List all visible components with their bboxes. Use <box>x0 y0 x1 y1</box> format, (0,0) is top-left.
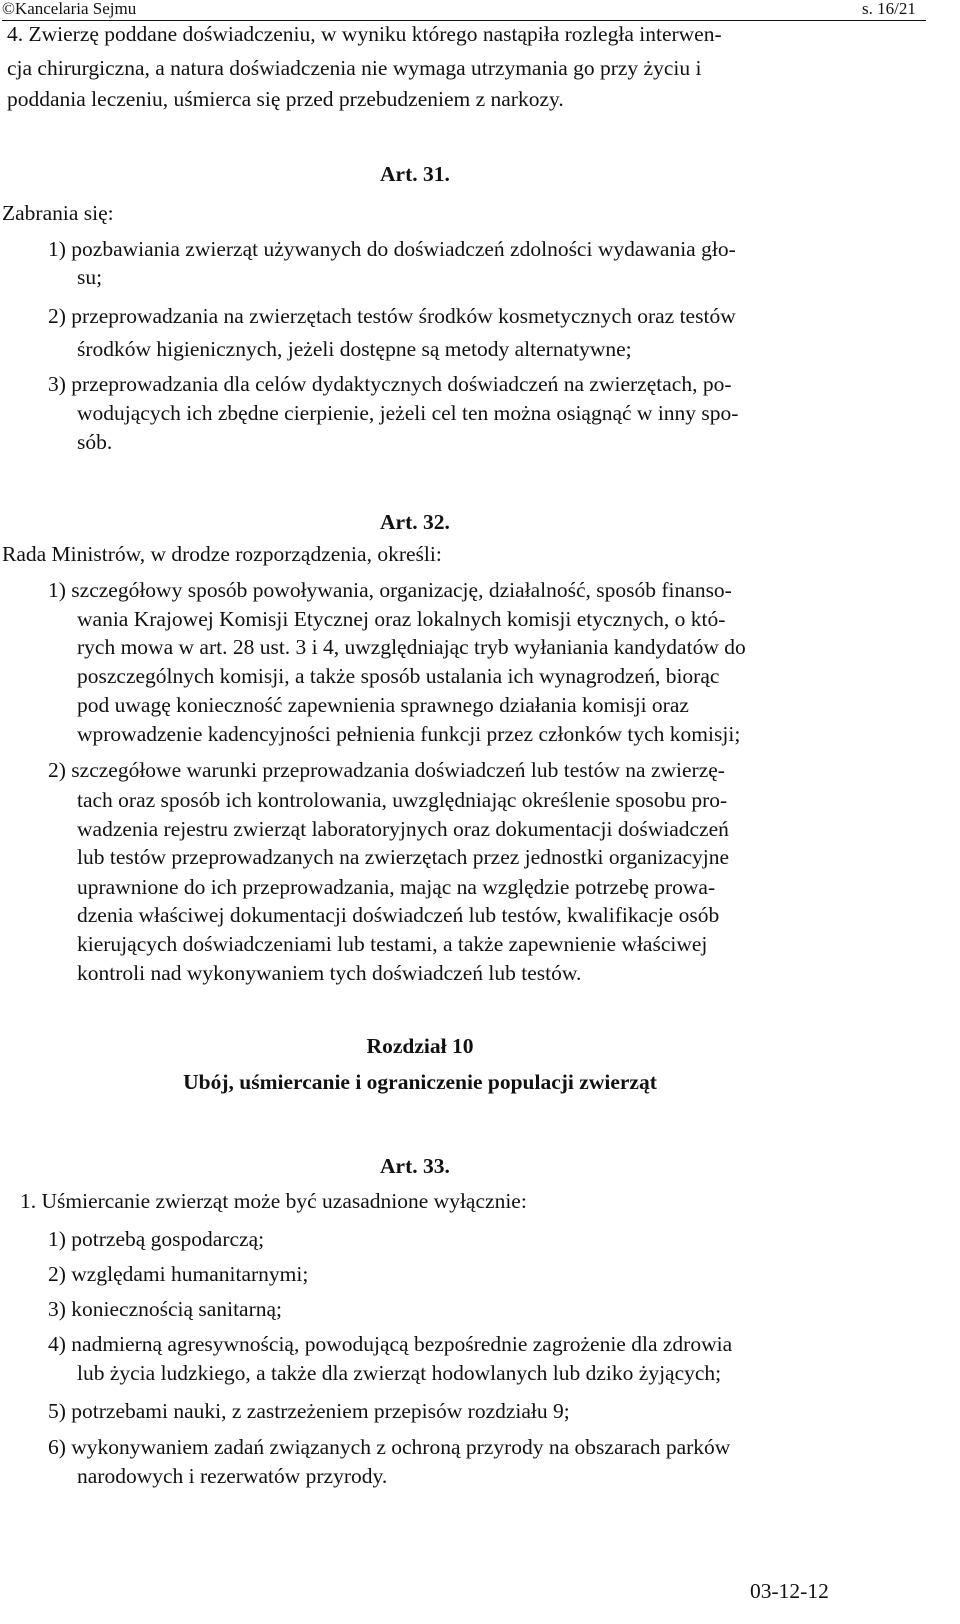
art33-item-2: 2) względami humanitarnymi; <box>48 1262 309 1286</box>
art32-item-1-line-6: wprowadzenie kadencyjności pełnienia funkcji przez członków tych komisji; <box>77 722 741 746</box>
art33-item-3: 3) koniecznością sanitarną; <box>48 1297 283 1321</box>
art31-item-3-line-1: 3) przeprowadzania dla celów dydaktycznych doświadczeń na zwierzętach, po- <box>48 372 732 396</box>
chapter-number: Rozdział 10 <box>366 1034 474 1058</box>
art32-item-1-line-5: pod uwagę konieczność zapewnienia sprawnego działania komisji oraz <box>77 693 689 717</box>
intro-line-2: cja chirurgiczna, a natura doświadczenia nie wymaga utrzymania go przy życiu i <box>7 56 702 80</box>
art32-item-2-line-1: 2) szczegółowe warunki przeprowadzania doświadczeń lub testów na zwierzę- <box>48 758 725 782</box>
art33-lead: 1. Uśmiercanie zwierząt może być uzasadnione wyłącznie: <box>20 1189 527 1213</box>
art32-item-2-line-5: uprawnione do ich przeprowadzania, mając na względzie potrzebę prowa- <box>77 875 716 899</box>
art32-heading: Art. 32. <box>380 510 450 534</box>
art32-item-1-line-2: wania Krajowej Komisji Etycznej oraz lokalnych komisji etycznych, o któ- <box>77 607 726 631</box>
art31-item-1-line-2: su; <box>77 265 103 289</box>
art31-item-2-line-2: środków higienicznych, jeżeli dostępne są metody alternatywne; <box>77 337 632 361</box>
art32-item-2-line-3: wadzenia rejestru zwierząt laboratoryjnych oraz dokumentacji doświadczeń <box>77 817 729 841</box>
art32-item-2-line-6: dzenia właściwej dokumentacji doświadczeń lub testów, kwalifikacje osób <box>77 903 720 927</box>
intro-line-1: 4. Zwierzę poddane doświadczeniu, w wyniku którego nastąpiła rozległa interwen- <box>7 22 722 46</box>
art31-item-1-line-1: 1) pozbawiania zwierząt używanych do doświadczeń zdolności wydawania gło- <box>48 237 736 261</box>
art33-item-4-line-2: lub życia ludzkiego, a także dla zwierząt hodowlanych lub dziko żyjących; <box>77 1361 722 1385</box>
intro-line-3: poddania leczeniu, uśmierca się przed przebudzeniem z narkozy. <box>7 87 564 111</box>
footer-date: 03-12-12 <box>750 1579 829 1603</box>
art31-item-2-line-1: 2) przeprowadzania na zwierzętach testów środków kosmetycznych oraz testów <box>48 304 736 328</box>
art33-heading: Art. 33. <box>380 1154 450 1178</box>
art33-item-6-line-2: narodowych i rezerwatów przyrody. <box>77 1464 388 1488</box>
art31-heading: Art. 31. <box>380 162 450 186</box>
art32-item-1-line-4: poszczególnych komisji, a także sposób ustalania ich wynagrodzeń, biorąc <box>77 664 720 688</box>
art32-item-1-line-1: 1) szczegółowy sposób powoływania, organizację, działalność, sposób finanso- <box>48 578 732 602</box>
art32-lead: Rada Ministrów, w drodze rozporządzenia, określi: <box>2 542 442 566</box>
art32-item-2-line-4: lub testów przeprowadzanych na zwierzętach przez jednostki organizacyjne <box>77 845 730 869</box>
art32-item-1-line-3: rych mowa w art. 28 ust. 3 i 4, uwzględniając tryb wyłaniania kandydatów do <box>77 635 746 659</box>
art33-item-6-line-1: 6) wykonywaniem zadań związanych z ochroną przyrody na obszarach parków <box>48 1435 731 1459</box>
header-source: ©Kancelaria Sejmu <box>2 0 137 18</box>
art31-item-3-line-2: wodujących ich zbędne cierpienie, jeżeli cel ten można osiągnąć w inny spo- <box>77 401 739 425</box>
art32-item-2-line-7: kierujących doświadczeniami lub testami, a także zapewnienie właściwej <box>77 932 708 956</box>
art32-item-2-line-2: tach oraz sposób ich kontrolowania, uwzględniając określenie sposobu pro- <box>77 788 728 812</box>
art33-item-1: 1) potrzebą gospodarczą; <box>48 1227 265 1251</box>
art32-item-2-line-8: kontroli nad wykonywaniem tych doświadczeń lub testów. <box>77 961 582 985</box>
art33-item-4-line-1: 4) nadmierną agresywnością, powodującą bezpośrednie zagrożenie dla zdrowia <box>48 1332 733 1356</box>
art31-item-3-line-3: sób. <box>77 430 113 454</box>
chapter-title: Ubój, uśmiercanie i ograniczenie populacji zwierząt <box>183 1070 657 1094</box>
header-page-number: s. 16/21 <box>862 0 916 18</box>
art31-lead: Zabrania się: <box>2 201 114 225</box>
art33-item-5: 5) potrzebami nauki, z zastrzeżeniem przepisów rozdziału 9; <box>48 1399 570 1423</box>
